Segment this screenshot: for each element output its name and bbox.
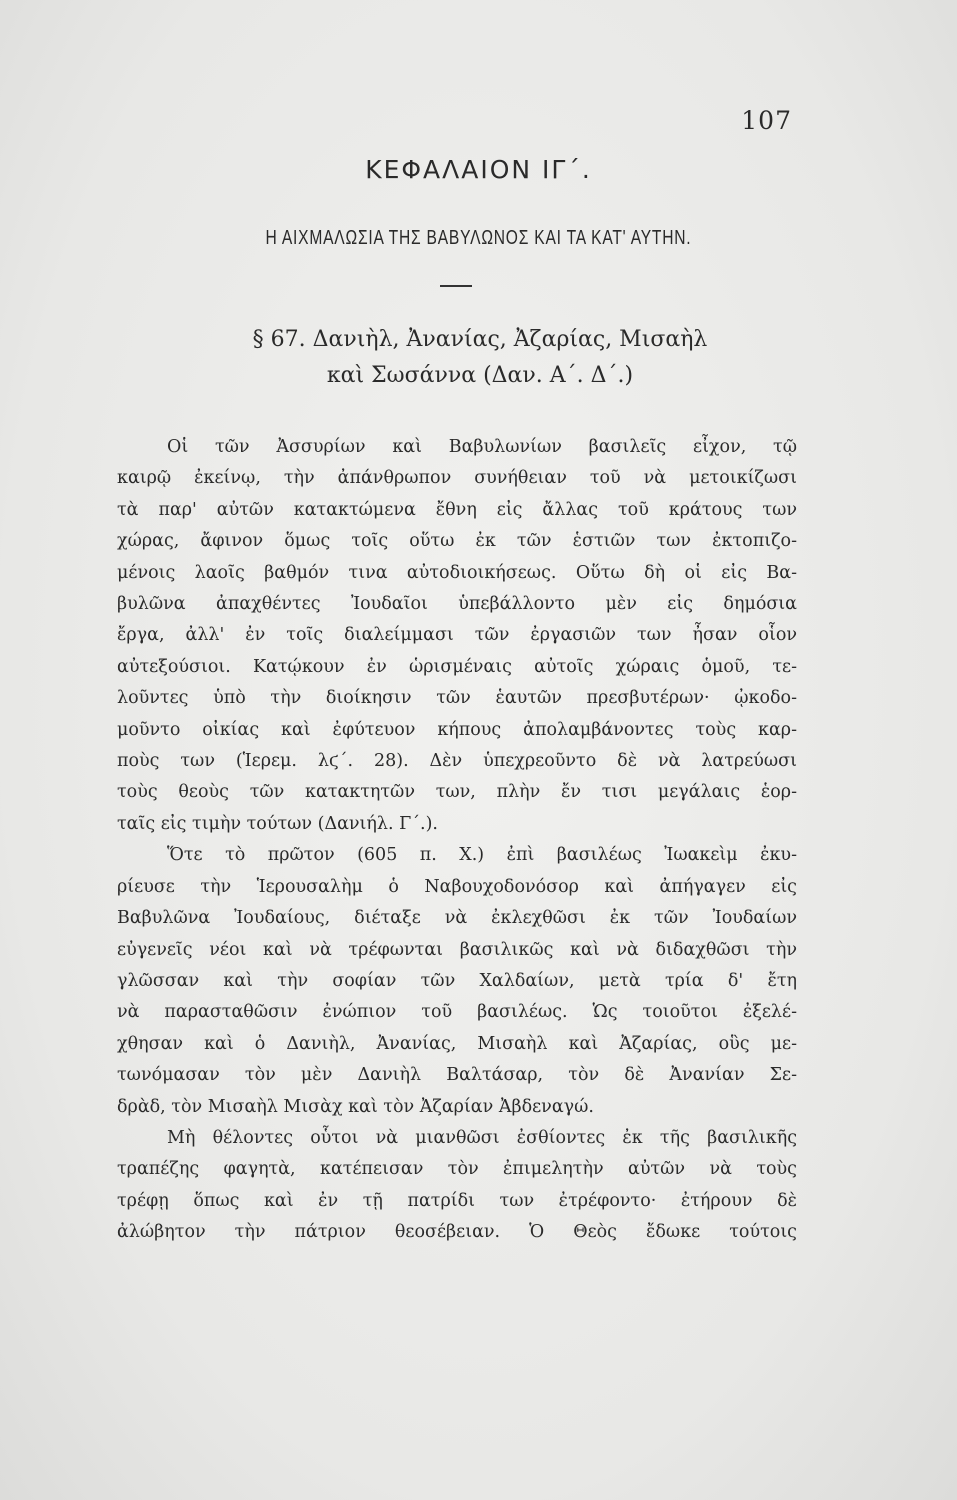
- text-line: τρέφῃ ὅπως καὶ ἐν τῇ πατρίδι των ἐτρέφοντο· ἐτήρουν δὲ: [117, 1190, 797, 1211]
- text-line: τωνόμασαν τὸν μὲν Δανιὴλ Βαλτάσαρ, τὸν δὲ Ἀνανίαν Σε-: [117, 1065, 797, 1086]
- text-line: ἀλώβητον τὴν πάτριον θεοσέβειαν. Ὁ Θεὸς ἔδωκε τούτοις: [117, 1222, 797, 1243]
- text-line: δρὰδ, τὸν Μισαὴλ Μισὰχ καὶ τὸν Ἀζαρίαν Ἀβδεναγώ.: [117, 1096, 594, 1117]
- text-line: λοῦντες ὑπὸ τὴν διοίκησιν τῶν ἑαυτῶν πρεσβυτέρων· ᾠκοδο-: [117, 688, 797, 709]
- text-line: εὐγενεῖς νέοι καὶ νὰ τρέφωνται βασιλικῶς καὶ νὰ διδαχθῶσι τὴν: [117, 939, 797, 960]
- text-line: γλῶσσαν καὶ τὴν σοφίαν τῶν Χαλδαίων, μετὰ τρία δ' ἔτη: [117, 970, 797, 991]
- page-number: 107: [741, 106, 792, 135]
- text-line: μοῦντο οἰκίας καὶ ἐφύτευον κήπους ἀπολαμβάνοντες τοὺς καρ-: [117, 719, 797, 740]
- text-line: Ὅτε τὸ πρῶτον (605 π. Χ.) ἐπὶ βασιλέως Ἰωακεὶμ ἐκυ-: [167, 845, 797, 866]
- chapter-subtitle: Η ΑΙΧΜΑΛΩΣΙΑ ΤΗΣ ΒΑΒΥΛΩΝΟΣ ΚΑΙ ΤΑ ΚΑΤ' ΑΥΤΗΝ.: [265, 227, 692, 249]
- text-line: τὰ παρ' αὐτῶν κατακτώμενα ἔθνη εἰς ἄλλας τοῦ κράτους των: [117, 499, 797, 520]
- text-line: Βαβυλῶνα Ἰουδαίους, διέταξε νὰ ἐκλεχθῶσι ἐκ τῶν Ἰουδαίων: [117, 908, 797, 929]
- text-line: μένοις λαοῖς βαθμόν τινα αὐτοδιοικήσεως. Οὕτω δὴ οἱ εἰς Βα-: [117, 562, 797, 583]
- section-heading-line-2: καὶ Σωσάννα (Δαν. Α΄. Δ΄.): [326, 363, 634, 389]
- text-line: τοὺς θεοὺς τῶν κατακτητῶν των, πλὴν ἔν τισι μεγάλαις ἑορ-: [117, 782, 797, 803]
- text-line: Μὴ θέλοντες οὗτοι νὰ μιανθῶσι ἐσθίοντες ἐκ τῆς βασιλικῆς: [167, 1127, 797, 1148]
- text-line: τραπέζης φαγητὰ, κατέπεισαν τὸν ἐπιμελητὴν αὐτῶν νὰ τοὺς: [117, 1159, 797, 1180]
- chapter-title: ΚΕΦΑΛΑΙΟΝ ΙΓ΄.: [365, 155, 592, 184]
- text-line: χώρας, ἄφινον ὅμως τοῖς οὕτω ἐκ τῶν ἑστιῶν των ἐκτοπιζο-: [117, 531, 797, 552]
- text-line: νὰ παρασταθῶσιν ἐνώπιον τοῦ βασιλέως. Ὡς τοιοῦτοι ἐξελέ-: [117, 1002, 797, 1023]
- text-line: βυλῶνα ἀπαχθέντες Ἰουδαῖοι ὑπεβάλλοντο μὲν εἰς δημόσια: [117, 594, 797, 615]
- text-line: ταῖς εἰς τιμὴν τούτων (Δανιήλ. Γ΄.).: [117, 813, 438, 834]
- text-line: καιρῷ ἐκείνῳ, τὴν ἀπάνθρωπον συνήθειαν τοῦ νὰ μετοικίζωσι: [117, 468, 797, 489]
- text-line: αὐτεξούσιοι. Κατῴκουν ἐν ὡρισμέναις αὐτοῖς χώραις ὁμοῦ, τε-: [117, 656, 797, 677]
- divider-rule: [440, 285, 472, 287]
- section-heading-line-1: § 67. Δανιὴλ, Ἀνανίας, Ἀζαρίας, Μισαὴλ: [252, 327, 708, 352]
- text-line: ἔργα, ἀλλ' ἐν τοῖς διαλείμμασι τῶν ἐργασιῶν των ἦσαν οἷον: [117, 625, 797, 646]
- section-heading: [150, 322, 810, 395]
- text-line: ποὺς των (Ἱερεμ. λϛ΄. 28). Δὲν ὑπεχρεοῦντο δὲ νὰ λατρεύωσι: [117, 751, 797, 772]
- text-line: ρίευσε τὴν Ἱερουσαλὴμ ὁ Ναβουχοδονόσορ καὶ ἀπήγαγεν εἰς: [117, 876, 797, 897]
- text-line: χθησαν καὶ ὁ Δανιὴλ, Ἀνανίας, Μισαὴλ καὶ Ἀζαρίας, οὓς με-: [117, 1033, 797, 1054]
- text-line: Οἱ τῶν Ἀσσυρίων καὶ Βαβυλωνίων βασιλεῖς εἶχον, τῷ: [167, 437, 797, 457]
- body-text: [117, 432, 797, 1249]
